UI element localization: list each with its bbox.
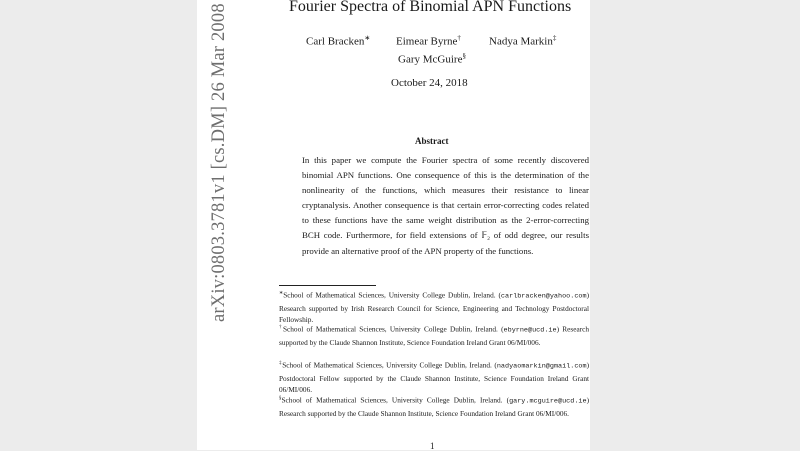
page-number: 1 bbox=[430, 441, 435, 451]
footnote-affiliation: School of Mathematical Sciences, University College Dublin, Ireland. ( bbox=[283, 290, 501, 300]
footnote-byrne bbox=[279, 322, 589, 348]
footnote-mark: § bbox=[279, 396, 282, 401]
footnote-affiliation: School of Mathematical Sciences, University College Dublin, Ireland. ( bbox=[282, 360, 497, 370]
abstract-heading: Abstract bbox=[415, 136, 449, 146]
author-mark: § bbox=[462, 52, 466, 60]
paper-date: October 24, 2018 bbox=[391, 77, 468, 89]
footnote-affiliation: School of Mathematical Sciences, University College Dublin, Ireland. ( bbox=[282, 324, 504, 334]
author-markin bbox=[489, 34, 556, 48]
author-mark: ‡ bbox=[552, 34, 557, 42]
footnote-markin bbox=[279, 358, 589, 396]
footnote-email: carlbracken@yahoo.com bbox=[500, 292, 587, 301]
footnote-funding: ) Research supported by Irish Research Council for Science, Engineering and Technology Postdoctoral Fellowship. bbox=[279, 290, 589, 325]
author-byrne bbox=[396, 34, 461, 48]
footnote-mark: ‡ bbox=[279, 361, 283, 366]
footnote-mark: ∗ bbox=[279, 291, 284, 296]
author-mcguire bbox=[398, 52, 466, 66]
abstract-body: In this paper we compute the Fourier spectra of some recently discovered binomial APN functions. One consequence of this is the determination of the nonlinearity of the functions, which measures their resistance to linear cryptanalysis. Another consequence is that certain error-correcting codes related to these functions have the same weight distribution as the 2-error-correcting BCH code. Furthermore, for field extensions of 𝔽₂ of odd degree, our results provide an alternative proof of the APN property of the functions. bbox=[302, 155, 589, 256]
footnote-email: ebyrne@ucd.ie bbox=[503, 326, 557, 335]
footnote-funding: ) Research supported by the Claude Shannon Institute, Science Foundation Ireland Grant 06/MI/006. bbox=[279, 395, 589, 418]
footnote-rule bbox=[279, 285, 376, 286]
arxiv-identifier-stamp: arXiv:0803.3781v1 [cs.DM] 26 Mar 2008 bbox=[209, 3, 229, 322]
author-mark: † bbox=[457, 34, 461, 42]
footnote-bracken bbox=[279, 288, 589, 326]
footnote-email: gary.mcguire@ucd.ie bbox=[509, 397, 587, 406]
footnote-email: nadyaomarkin@gmail.com bbox=[496, 362, 587, 371]
footnote-mcguire bbox=[279, 393, 589, 419]
author-name: Eimear Byrne bbox=[396, 35, 458, 48]
footnote-mark: † bbox=[279, 325, 283, 330]
author-name: Gary McGuire bbox=[398, 53, 463, 66]
author-name: Carl Bracken bbox=[306, 35, 365, 48]
paper-title: Fourier Spectra of Binomial APN Functions bbox=[289, 0, 572, 15]
author-bracken bbox=[306, 34, 370, 48]
footnote-funding: ) Postdoctoral Fellow supported by the Claude Shannon Institute, Science Foundation Ireland Grant 06/MI/006. bbox=[279, 360, 590, 395]
author-name: Nadya Markin bbox=[489, 35, 553, 48]
author-mark: ∗ bbox=[364, 34, 371, 42]
footnote-affiliation: School of Mathematical Sciences, University College Dublin, Ireland. ( bbox=[281, 395, 510, 405]
footnote-funding: ) Research supported by the Claude Shannon Institute, Science Foundation Ireland Grant 06/MI/006. bbox=[279, 324, 590, 347]
